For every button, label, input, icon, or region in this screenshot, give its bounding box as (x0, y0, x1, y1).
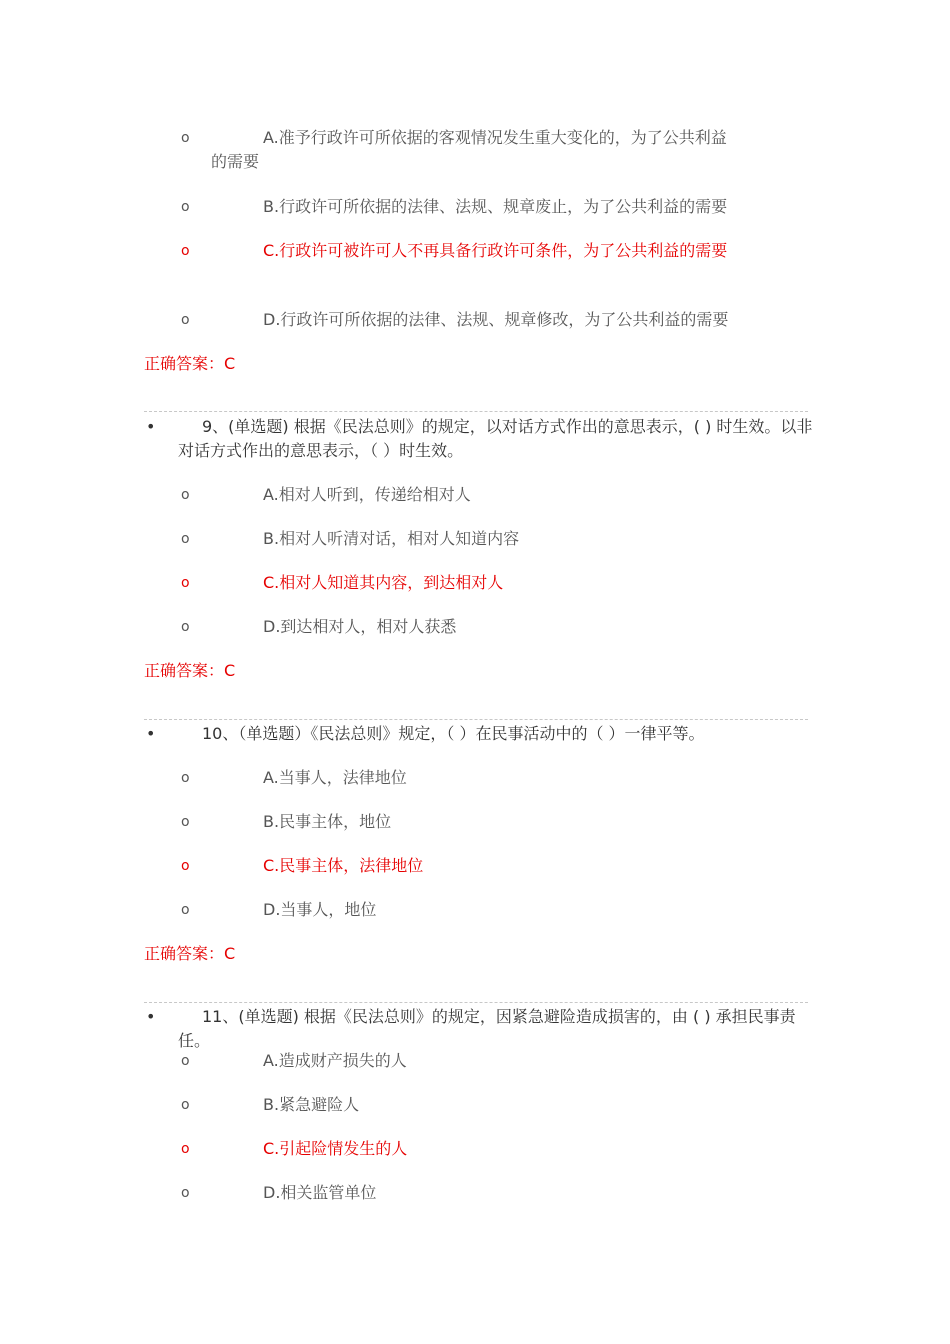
option-text: C.相对人知道其内容，到达相对人 (263, 573, 504, 592)
option-bullet: o (181, 199, 190, 215)
option-text: A.准予行政许可所依据的客观情况发生重大变化的，为了公共利益的需要 (211, 128, 727, 171)
q10-option-c-correct (181, 854, 741, 878)
option-bullet: o (181, 858, 190, 874)
q8-option-a (181, 126, 741, 174)
q10-option-a (181, 766, 741, 790)
option-bullet: o (181, 487, 190, 503)
option-bullet: o (181, 902, 190, 918)
option-text: B.相对人听清对话，相对人知道内容 (263, 529, 520, 548)
option-bullet: o (181, 1053, 190, 1069)
option-text: D.行政许可所依据的法律、法规、规章修改，为了公共利益的需要 (263, 310, 729, 329)
q9-option-c-correct (181, 571, 741, 595)
q8-option-c-correct (181, 239, 741, 263)
option-bullet: o (181, 1141, 190, 1157)
q9-option-a (181, 483, 741, 507)
option-text: A.造成财产损失的人 (263, 1051, 407, 1070)
q11-option-a (181, 1049, 741, 1073)
question-9 (146, 415, 826, 463)
option-text: B.民事主体，地位 (263, 812, 392, 831)
q11-option-b (181, 1093, 741, 1117)
option-text: B.行政许可所依据的法律、法规、规章废止，为了公共利益的需要 (263, 197, 728, 216)
question-text: 10、（单选题）《民法总则》规定，（ ）在民事活动中的（ ）一律平等。 (202, 724, 705, 743)
separator (144, 719, 808, 720)
option-text: C.引起险情发生的人 (263, 1139, 408, 1158)
q11-option-c-correct (181, 1137, 741, 1161)
option-bullet: o (181, 243, 190, 259)
option-bullet: o (181, 619, 190, 635)
q10-option-d (181, 898, 741, 922)
question-bullet: • (146, 724, 156, 743)
q10-correct-answer: 正确答案：C (144, 944, 236, 963)
question-11 (146, 1005, 826, 1053)
q11-option-d (181, 1181, 741, 1205)
option-text: D.到达相对人，相对人获悉 (263, 617, 457, 636)
option-bullet: o (181, 531, 190, 547)
option-bullet: o (181, 814, 190, 830)
option-text: A.当事人，法律地位 (263, 768, 407, 787)
option-bullet: o (181, 770, 190, 786)
question-text: 11、(单选题) 根据《民法总则》的规定，因紧急避险造成损害的，由 ( ) 承担民事责任。 (178, 1007, 796, 1050)
question-bullet: • (146, 417, 156, 436)
q9-option-b (181, 527, 741, 551)
q9-option-d (181, 615, 741, 639)
separator (144, 1002, 808, 1003)
option-text: C.民事主体，法律地位 (263, 856, 424, 875)
question-bullet: • (146, 1007, 156, 1026)
option-bullet: o (181, 312, 190, 328)
q10-option-b (181, 810, 741, 834)
question-text: 9、(单选题) 根据《民法总则》的规定，以对话方式作出的意思表示，( ) 时生效。以非对话方式作出的意思表示，（ ）时生效。 (178, 417, 813, 460)
option-bullet: o (181, 1097, 190, 1113)
option-text: D.相关监管单位 (263, 1183, 377, 1202)
q8-option-b (181, 195, 741, 219)
option-text: B.紧急避险人 (263, 1095, 360, 1114)
option-text: D.当事人，地位 (263, 900, 377, 919)
option-bullet: o (181, 575, 190, 591)
question-10 (146, 722, 826, 746)
q9-correct-answer: 正确答案：C (144, 661, 236, 680)
q8-correct-answer: 正确答案：C (144, 354, 236, 373)
option-text: C.行政许可被许可人不再具备行政许可条件，为了公共利益的需要 (263, 241, 728, 260)
separator (144, 411, 808, 412)
q8-option-d (181, 308, 741, 332)
option-bullet: o (181, 130, 190, 146)
option-text: A.相对人听到，传递给相对人 (263, 485, 471, 504)
option-bullet: o (181, 1185, 190, 1201)
